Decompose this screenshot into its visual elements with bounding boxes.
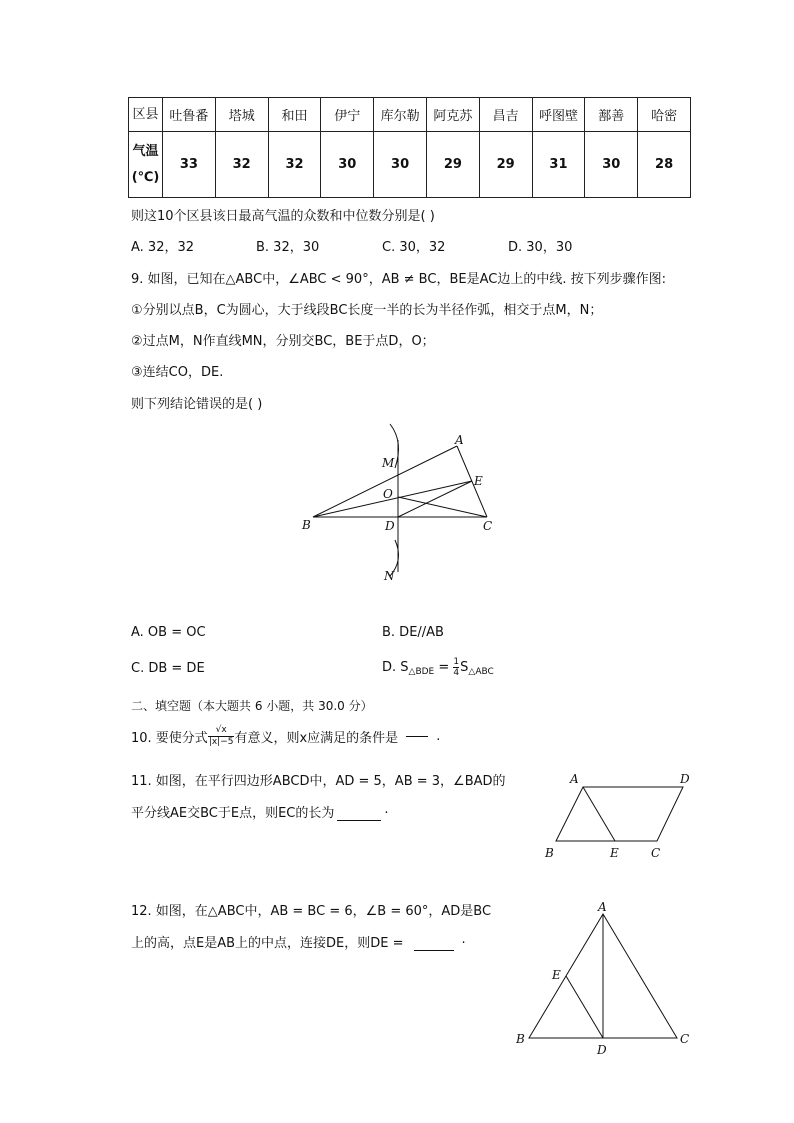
point-label: D — [385, 519, 395, 533]
point-label: A — [570, 772, 579, 786]
point-label: D — [597, 1043, 607, 1057]
q9-option-a: A. OB = OC — [131, 625, 206, 640]
q9-step1: ①分别以点B，C为圆心，大于线段BC长度一半的长为半径作弧，相交于点M，N； — [131, 303, 603, 318]
point-label: B — [302, 518, 311, 532]
table-cell: 阿克苏 — [426, 98, 479, 132]
q8-option-b: B. 32，30 — [256, 240, 320, 255]
table-cell: 鄯善 — [585, 98, 638, 132]
q9-ask: 则下列结论错误的是( ) — [131, 397, 263, 412]
table-cell: 29 — [479, 132, 532, 198]
point-label: A — [598, 900, 607, 914]
table-cell: 呼图壁 — [532, 98, 585, 132]
point-label: E — [552, 968, 561, 982]
table-cell: 30 — [585, 132, 638, 198]
row-header-line: 气温 — [132, 143, 159, 159]
point-label: C — [651, 846, 661, 860]
q9-stem: 9. 如图，已知在△ABC中，∠ABC < 90°，AB ≠ BC，BE是AC边上的中线. 按下列步骤作图: — [131, 272, 666, 287]
q9-option-b: B. DE//AB — [382, 625, 444, 640]
table-cell: 吐鲁番 — [163, 98, 216, 132]
table-cell: 32 — [215, 132, 268, 198]
point-label: O — [383, 487, 393, 501]
table-cell: 哈密 — [638, 98, 691, 132]
point-label: E — [474, 474, 483, 488]
point-label: N — [384, 569, 395, 583]
q10-post: 有意义，则x应满足的条件是 — [234, 731, 399, 746]
table-cell: 28 — [638, 132, 691, 198]
table-cell: 30 — [374, 132, 427, 198]
point-label: A — [455, 433, 464, 447]
fraction-numerator: √x — [215, 725, 227, 735]
point-label: D — [680, 772, 690, 786]
q10-end: . — [436, 729, 441, 744]
option-d-label: D. S — [382, 660, 409, 675]
table-cell: 29 — [426, 132, 479, 198]
point-label: C — [483, 519, 493, 533]
point-label: M — [382, 456, 395, 470]
segment-de — [566, 976, 603, 1038]
point-label: C — [680, 1032, 690, 1046]
fraction-denominator: |x|−5 — [208, 737, 234, 747]
table-cell: 伊宁 — [321, 98, 374, 132]
q8-option-a: A. 32，32 — [131, 240, 195, 255]
point-label: B — [545, 846, 554, 860]
subscript: △ABC — [468, 666, 494, 677]
q8-stem: 则这10个区县该日最高气温的众数和中位数分别是( ) — [131, 209, 435, 224]
row-header-line: (℃) — [131, 169, 160, 185]
q11-line1: 11. 如图，在平行四边形ABCD中，AD = 5，AB = 3，∠BAD的 — [131, 774, 506, 789]
q11-text: 平分线AE交BC于E点，则EC的长为 — [131, 806, 335, 821]
table-cell: 昌吉 — [479, 98, 532, 132]
point-label: B — [516, 1032, 525, 1046]
point-label: E — [610, 846, 619, 860]
q8-option-c: C. 30，32 — [382, 240, 446, 255]
q12-end: . — [461, 932, 466, 947]
q11-end: . — [384, 802, 389, 817]
q12-text: 上的高，点E是AB上的中点，连接DE，则DE = — [131, 936, 404, 951]
table-cell: 33 — [163, 132, 216, 198]
subscript: △BDE — [408, 666, 435, 677]
q9-option-c: C. DB = DE — [131, 661, 205, 676]
table-cell: 30 — [321, 132, 374, 198]
q12-line1: 12. 如图，在△ABC中，AB = BC = 6，∠B = 60°，AD是BC — [131, 904, 492, 919]
q9-step3: ③连结CO，DE. — [131, 365, 224, 380]
row-header: 区县 — [129, 98, 163, 132]
q9-step2: ②过点M，N作直线MN，分别交BC，BE于点D，O； — [131, 334, 435, 349]
table-cell: 31 — [532, 132, 585, 198]
area-symbol: S — [460, 660, 469, 675]
section-heading: 二、填空题（本大题共 6 小题，共 30.0 分） — [131, 699, 373, 713]
fraction-numerator: 1 — [453, 657, 460, 667]
table-cell: 库尔勒 — [374, 98, 427, 132]
fraction-denominator: 4 — [453, 668, 460, 678]
table-cell: 塔城 — [215, 98, 268, 132]
equals: = — [434, 660, 454, 675]
table-cell: 和田 — [268, 98, 321, 132]
q8-option-d: D. 30，30 — [508, 240, 573, 255]
q10-pre: 10. 要使分式 — [131, 731, 208, 746]
table-cell: 32 — [268, 132, 321, 198]
